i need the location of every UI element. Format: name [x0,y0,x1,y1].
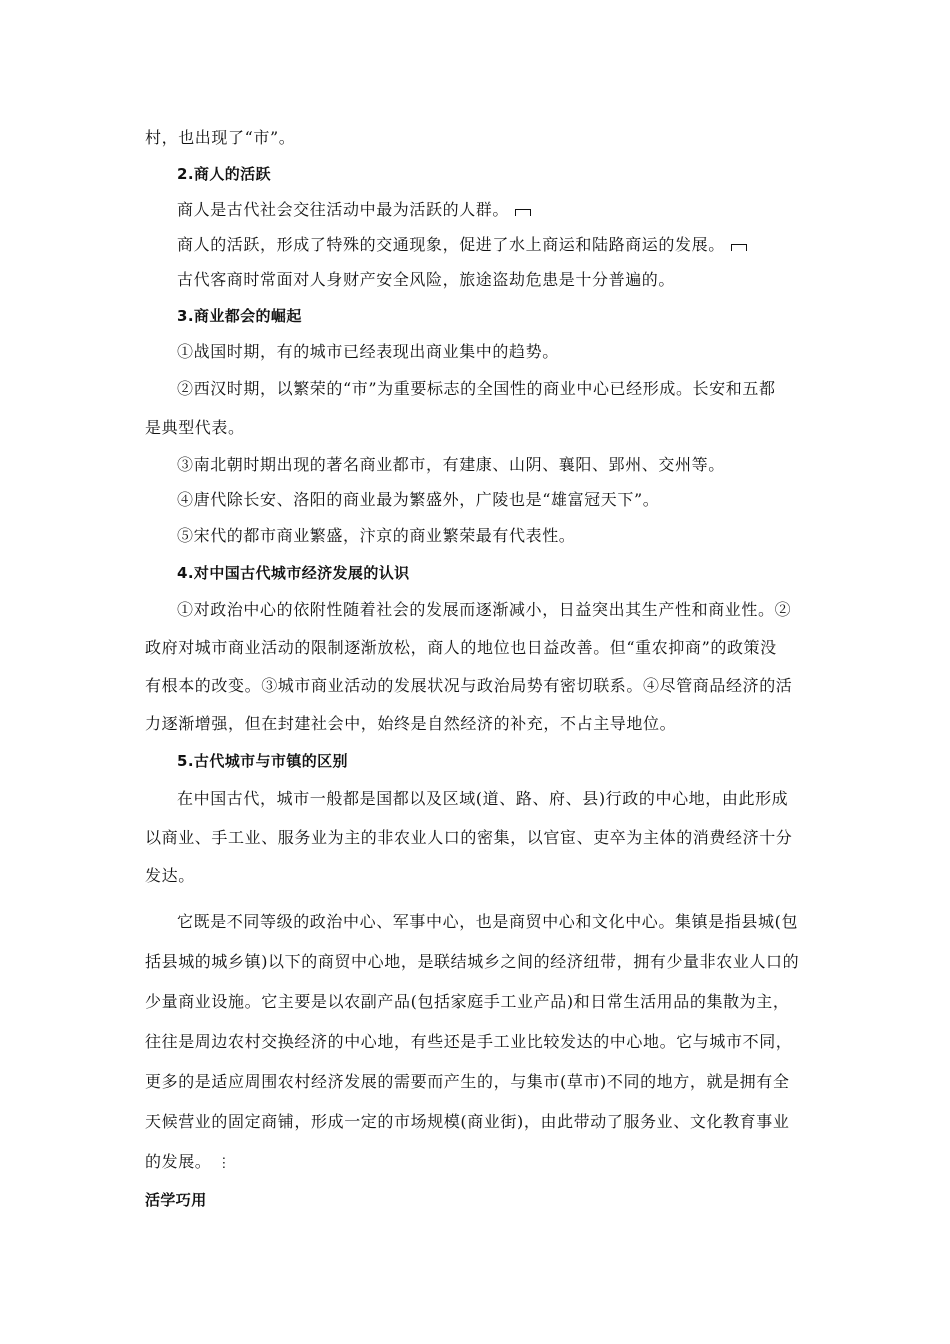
section-heading: 2.商人的活跃 [177,165,271,183]
section-heading: 5.古代城市与市镇的区别 [177,752,348,770]
bracket-mark-icon [515,209,531,216]
list-item: ③南北朝时期出现的著名商业都市，有建康、山阴、襄阳、郢州、交州等。 [177,455,725,474]
paragraph-line: 古代客商时常面对人身财产安全风险，旅途盗劫危患是十分普遍的。 [177,270,676,289]
list-item: ②西汉时期，以繁荣的“市”为重要标志的全国性的商业中心已经形成。长安和五都 [177,379,776,398]
paragraph-line: 力逐渐增强，但在封建社会中，始终是自然经济的补充，不占主导地位。 [145,714,677,733]
list-item: ⑤宋代的都市商业繁盛，汴京的商业繁荣最有代表性。 [177,526,576,545]
ellipsis-marker: ⋮ [217,1156,231,1171]
paragraph-line: 括县城的城乡镇)以下的商贸中心地，是联结城乡之间的经济纽带，拥有少量非农业人口的 [145,952,800,971]
paragraph-line: 商人是古代社会交往活动中最为活跃的人群。 [177,200,810,220]
paragraph-line: 发达。 [145,866,195,885]
paragraph-line: 少量商业设施。它主要是以农副产品(包括家庭手工业产品)和日常生活用品的集散为主， [145,992,790,1011]
list-item: ①战国时期，有的城市已经表现出商业集中的趋势。 [177,342,559,361]
bracket-mark-icon [731,244,747,251]
section-heading: 4.对中国古代城市经济发展的认识 [177,564,410,582]
section-heading: 3.商业都会的崛起 [177,307,302,325]
paragraph-line: 在中国古代，城市一般都是国都以及区域(道、路、府、县)行政的中心地，由此形成 [177,789,789,808]
paragraph-line: 往往是周边农村交换经济的中心地，有些还是手工业比较发达的中心地。它与城市不同， [145,1032,793,1051]
paragraph-line: 有根本的改变。③城市商业活动的发展状况与政治局势有密切联系。④尽管商品经济的活 [145,676,793,695]
list-item-continuation: 是典型代表。 [145,418,245,437]
paragraph-line: 商人的活跃，形成了特殊的交通现象，促进了水上商运和陆路商运的发展。 [177,235,810,255]
paragraph-line: 政府对城市商业活动的限制逐渐放松，商人的地位也日益改善。但“重农抑商”的政策没 [145,638,777,657]
paragraph-line: 它既是不同等级的政治中心、军事中心，也是商贸中心和文化中心。集镇是指县城(包 [177,912,799,931]
paragraph-line: 更多的是适应周围农村经济发展的需要而产生的，与集市(草市)不同的地方，就是拥有全 [145,1072,790,1091]
section-heading: 活学巧用 [145,1191,207,1209]
paragraph-line: 的发展。 ⋮ [145,1152,810,1174]
paragraph-line: 以商业、手工业、服务业为主的非农业人口的密集，以官宦、吏卒为主体的消费经济十分 [145,828,793,847]
paragraph-line: 村，也出现了“市”。 [145,128,296,147]
list-item: ④唐代除长安、洛阳的商业最为繁盛外，广陵也是“雄富冠天下”。 [177,490,660,509]
paragraph-line: ①对政治中心的依附性随着社会的发展而逐渐减小，日益突出其生产性和商业性。② [177,600,792,619]
paragraph-line: 天候营业的固定商铺，形成一定的市场规模(商业街)，由此带动了服务业、文化教育事业 [145,1112,790,1131]
